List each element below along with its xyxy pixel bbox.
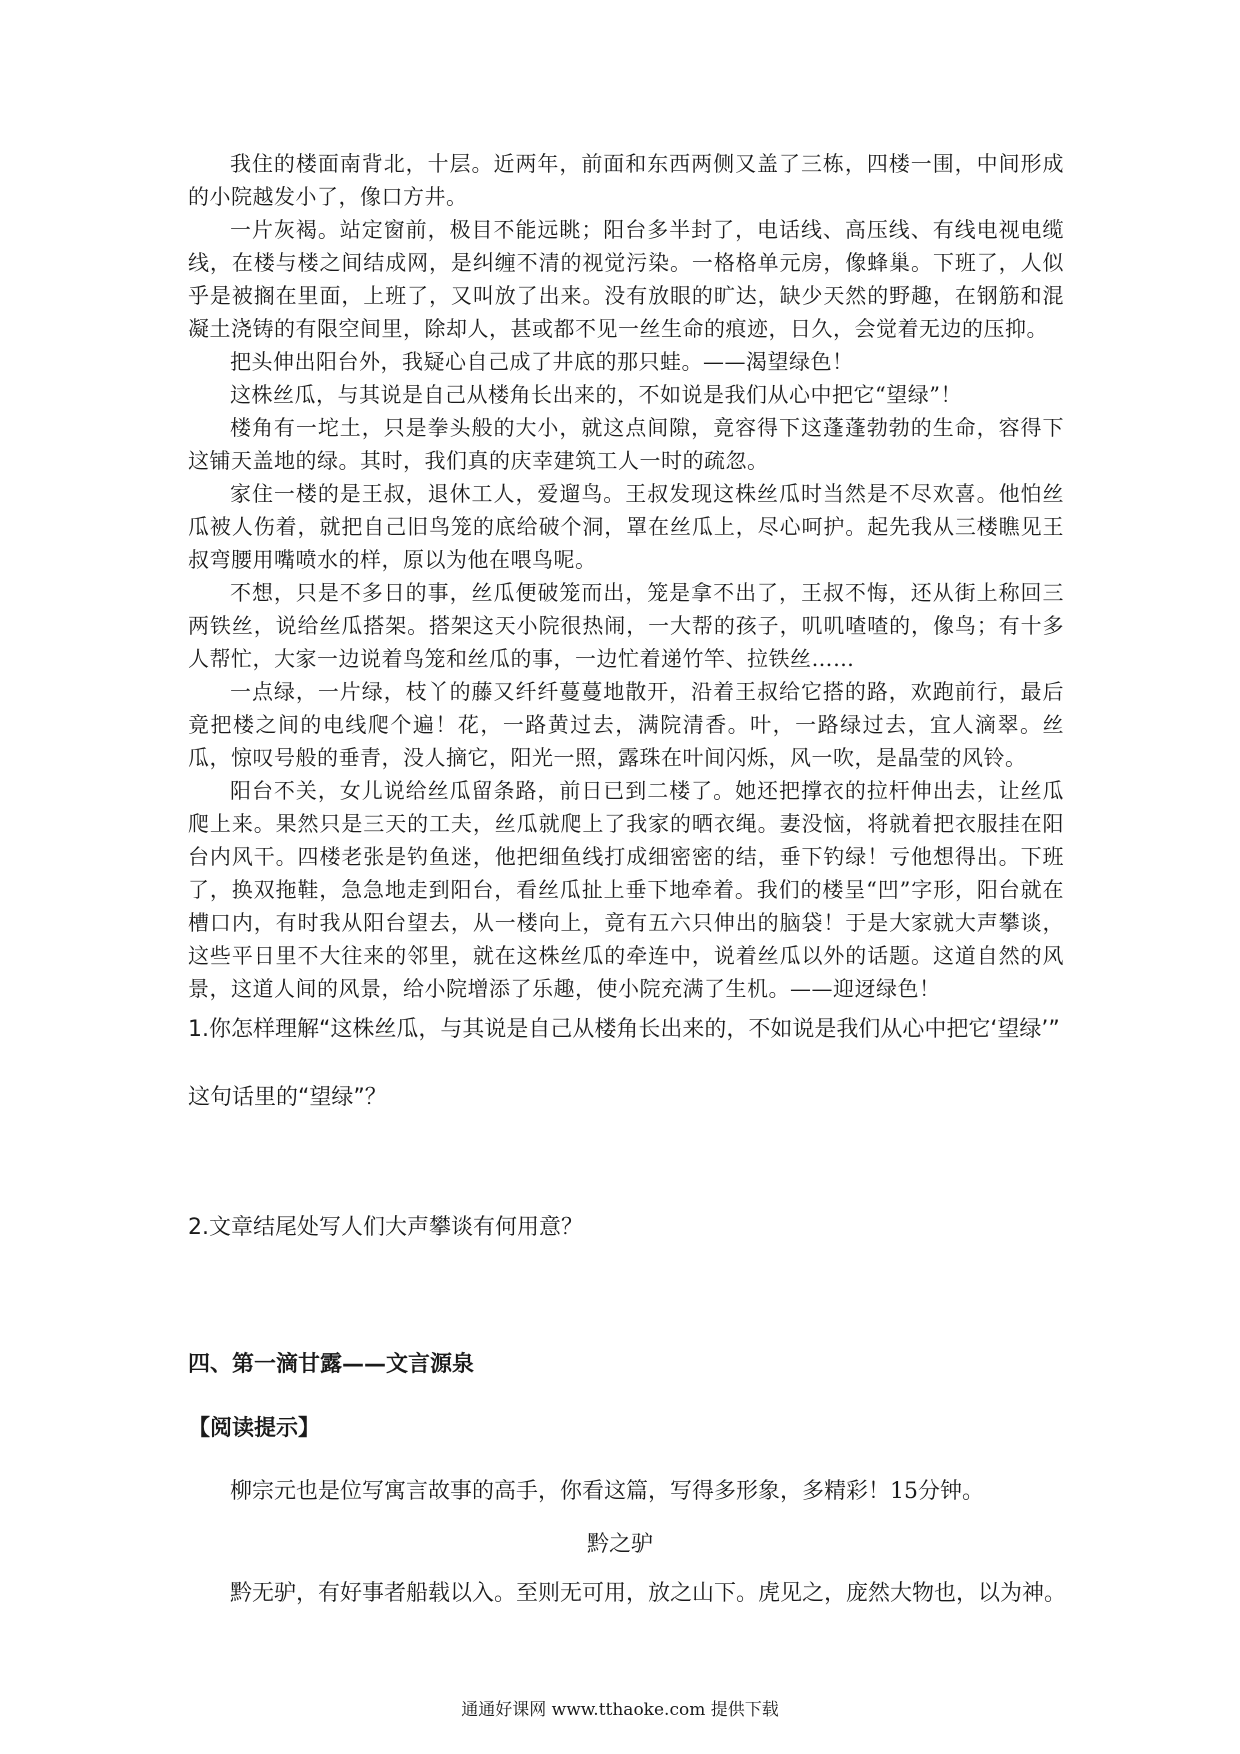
reading-hint-text: 柳宗元也是位写寓言故事的高手，你看这篇，写得多形象，多精彩！15分钟。: [230, 1479, 984, 1504]
passage-paragraph-4: 这株丝瓜，与其说是自己从楼角长出来的，不如说是我们从心中把它“望绿”！: [230, 383, 962, 407]
passage-paragraph-7: 不想，只是不多日的事，丝瓜便破笼而出，笼是拿不出了，王叔不悔，还从街上称回三两铁丝，说给丝瓜搭架。搭架这天小院很热闹，一大帮的孩子，叽叽喳喳的，像鸟；有十多人帮忙，大家一边说着鸟笼和丝瓜的事，一边忙着递竹竿、拉铁丝……: [188, 581, 1064, 671]
passage-paragraph-5: 楼角有一坨土，只是拳头般的大小，就这点间隙，竟容得下这蓬蓬勃勃的生命，容得下这铺天盖地的绿。其时，我们真的庆幸建筑工人一时的疏忽。: [188, 416, 1064, 473]
question-1-line-2: 这句话里的“望绿”？: [188, 1085, 387, 1110]
passage-paragraph-1: 我住的楼面南背北，十层。近两年，前面和东西两侧又盖了三栋，四楼一围，中间形成的小院越发小了，像口方井。: [188, 152, 1064, 209]
passage-paragraph-8: 一点绿，一片绿，枝丫的藤又纤纤蔓蔓地散开，沿着王叔给它搭的路，欢跑前行，最后竟把楼之间的电线爬个遍！花，一路黄过去，满院清香。叶，一路绿过去，宜人滴翠。丝瓜，惊叹号般的垂青，没人摘它，阳光一照，露珠在叶间闪烁，风一吹，是晶莹的风铃。: [188, 680, 1064, 770]
passage-paragraph-6: 家住一楼的是王叔，退休工人，爱遛鸟。王叔发现这株丝瓜时当然是不尽欢喜。他怕丝瓜被人伤着，就把自己旧鸟笼的底给破个洞，罩在丝瓜上，尽心呵护。起先我从三楼瞧见王叔弯腰用嘴喷水的样，原以为他在喂鸟呢。: [188, 482, 1064, 572]
question-1-line-1: 1.你怎样理解“这株丝瓜，与其说是自己从楼角长出来的，不如说是我们从心中把它‘望绿’”: [188, 1017, 1060, 1042]
page-footer: 通通好课网 www.tthaoke.com 提供下载: [461, 1700, 779, 1720]
passage-paragraph-3: 把头伸出阳台外，我疑心自己成了井底的那只蛙。——渴望绿色！: [230, 350, 854, 374]
question-2: 2.文章结尾处写人们大声攀谈有何用意？: [188, 1215, 583, 1240]
reading-passage: [188, 148, 1064, 1006]
classic-text-first-line: 黔无驴，有好事者船载以入。至则无可用，放之山下。虎见之，庞然大物也，以为神。: [230, 1581, 1067, 1606]
passage-paragraph-9: 阳台不关，女儿说给丝瓜留条路，前日已到二楼了。她还把撑衣的拉杆伸出去，让丝瓜爬上来。果然只是三天的工夫，丝瓜就爬上了我家的晒衣绳。妻没恼，将就着把衣服挂在阳台内风干。四楼老张是钓鱼迷，他把细鱼线打成细密密的结，垂下钓绿！亏他想得出。下班了，换双拖鞋，急急地走到阳台，看丝瓜扯上垂下地牵着。我们的楼呈“凹”字形，阳台就在槽口内，有时我从阳台望去，从一楼向上，竟有五六只伸出的脑袋！于是大家就大声攀谈，这些平日里不大往来的邻里，就在这株丝瓜的牵连中，说着丝瓜以外的话题。这道自然的风景，这道人间的风景，给小院增添了乐趣，使小院充满了生机。——迎迓绿色！: [188, 779, 1064, 1001]
passage-paragraph-2: 一片灰褐。站定窗前，极目不能远眺；阳台多半封了，电话线、高压线、有线电视电缆线，在楼与楼之间结成网，是纠缠不清的视觉污染。一格格单元房，像蜂巢。下班了，人似乎是被搁在里面，上班了，又叫放了出来。没有放眼的旷达，缺少天然的野趣，在钢筋和混凝土浇铸的有限空间里，除却人，甚或都不见一丝生命的痕迹，日久，会觉着无边的压抑。: [188, 218, 1064, 341]
reading-hint-label: 【阅读提示】: [188, 1416, 321, 1441]
classic-text-title: 黔之驴: [586, 1532, 653, 1557]
section-heading: 四、第一滴甘露——文言源泉: [188, 1352, 475, 1377]
